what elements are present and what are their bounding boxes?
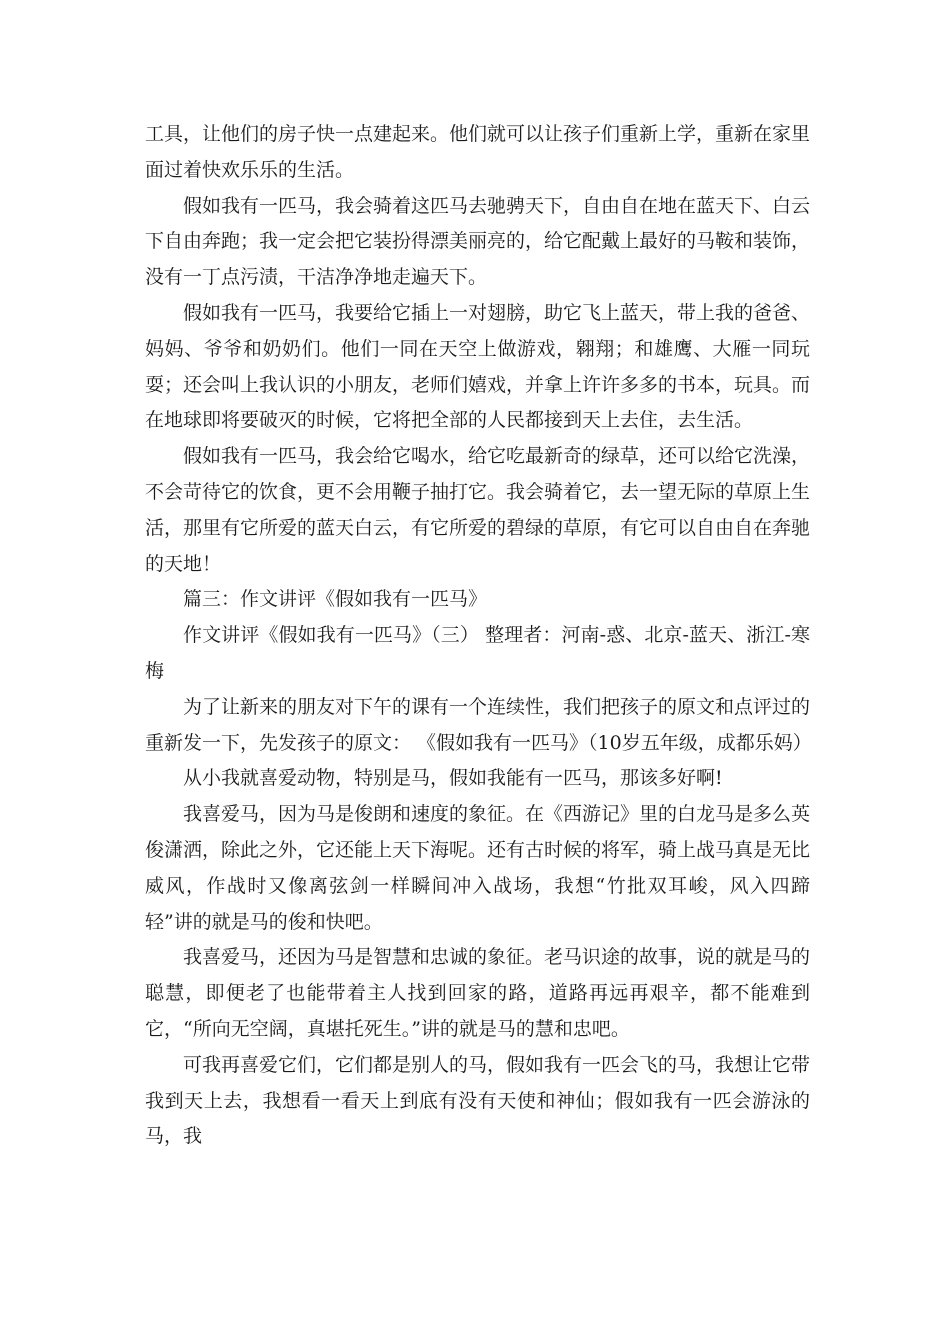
paragraph: 工具，让他们的房子快一点建起来。他们就可以让孩子们重新上学，重新在家里面过着快欢乐乐的生活。 [145, 123, 811, 181]
paragraph: 我喜爱马，还因为马是智慧和忠诚的象征。老马识途的故事，说的就是马的聪慧，即便老了也能带着主人找到回家的路，道路再远再艰辛，都不能难到它，“所向无空阔，真堪托死生。”讲的就是马的慧和忠吧。 [145, 946, 811, 1040]
paragraph: 可我再喜爱它们，它们都是别人的马，假如我有一匹会飞的马，我想让它带我到天上去，我想看一看天上到底有没有天使和神仙；假如我有一匹会游泳的马，我 [145, 1053, 811, 1148]
paragraph: 假如我有一匹马，我会骑着这匹马去驰骋天下，自由自在地在蓝天下、白云下自由奔跑；我一定会把它装扮得漂美丽亮的，给它配戴上最好的马鞍和装饰，没有一丁点污渍，干洁净净地走遍天下。 [145, 194, 811, 289]
paragraph: 从小我就喜爱动物，特别是马，假如我能有一匹马，那该多好啊! [183, 767, 723, 790]
paragraph: 假如我有一匹马，我要给它插上一对翅膀，助它飞上蓝天，带上我的爸爸、妈妈、爷爷和奶奶们。他们一同在天空上做游戏，翱翔；和雄鹰、大雁一同玩耍；还会叫上我认识的小朋友，老师们嬉戏，并拿上许许多多的书本，玩具。而在地球即将要破灭的时候，它将把全部的人民都接到天上去住，去生活。 [145, 301, 811, 432]
document-body [145, 117, 810, 1155]
paragraph: 为了让新来的朋友对下午的课有一个连续性，我们把孩子的原文和点评过的重新发一下，先发孩子的原文： 《假如我有一匹马》（10岁五年级，成都乐妈） [145, 695, 812, 754]
paragraph: 我喜爱马，因为马是俊朗和速度的象征。在《西游记》里的白龙马是多么英俊潇洒，除此之外，它还能上天下海呢。还有古时候的将军，骑上战马真是无比威风，作战时又像离弦剑一样瞬间冲入战场，我想“竹批双耳峻，风入四蹄轻”讲的就是马的俊和快吧。 [145, 803, 811, 933]
paragraph: 作文讲评《假如我有一匹马》（三） 整理者：河南-惑、北京-蓝天、浙江-寒梅 [145, 624, 810, 682]
section-heading: 篇三：作文讲评《假如我有一匹马》 [183, 588, 488, 611]
paragraph: 假如我有一匹马，我会给它喝水，给它吃最新奇的绿草，还可以给它洗澡，不会苛待它的饮食，更不会用鞭子抽打它。我会骑着它，去一望无际的草原上生活，那里有它所爱的蓝天白云，有它所爱的碧绿的草原，有它可以自由自在奔驰的天地！ [145, 445, 811, 575]
